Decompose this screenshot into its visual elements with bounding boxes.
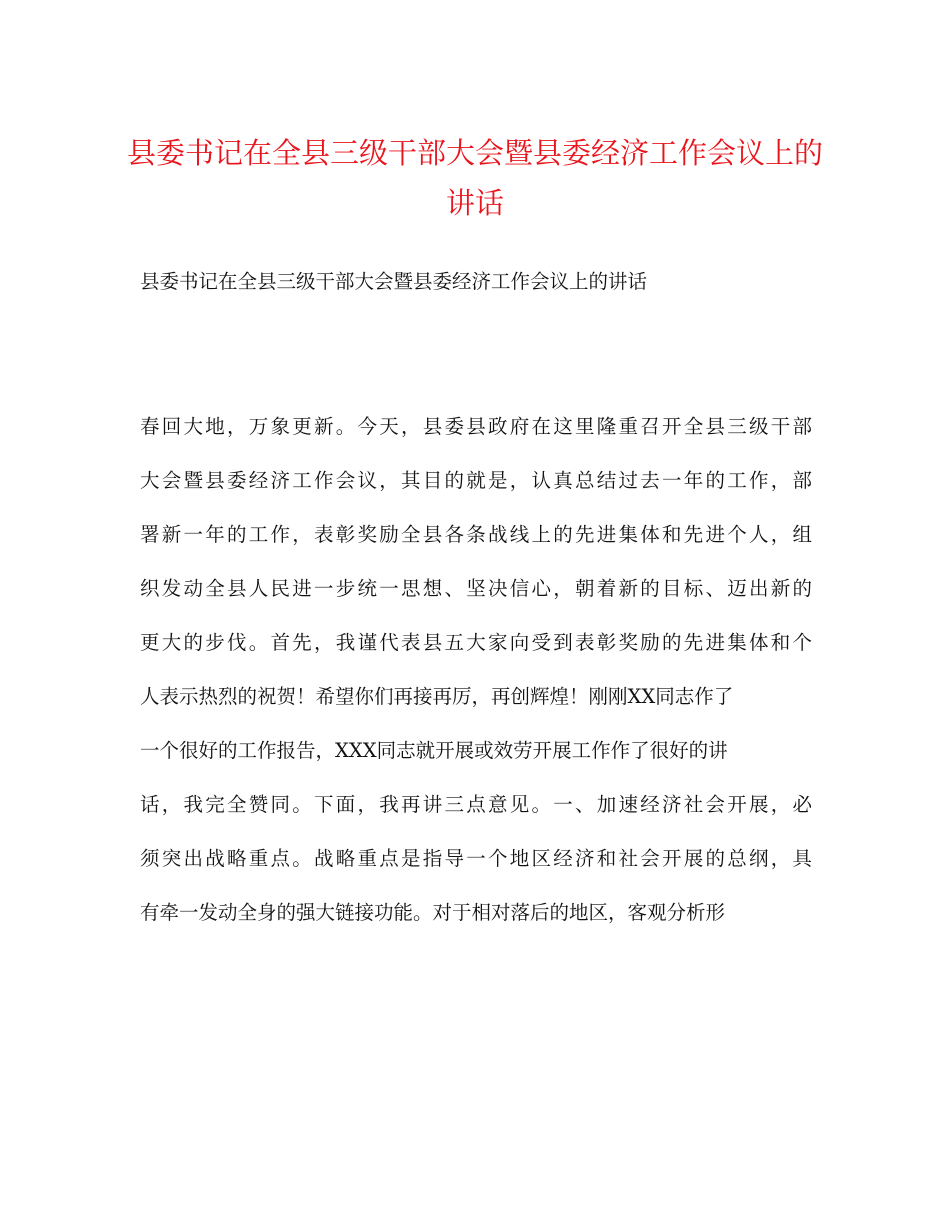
- document-body: [140, 405, 830, 945]
- body-line: 人表示热烈的祝贺！希望你们再接再厉，再创辉煌！刚刚XX同志作了: [140, 685, 734, 708]
- body-line: 话，我完全赞同。下面，我再讲三点意见。一、加速经济社会开展，必: [140, 793, 812, 816]
- body-line: 更大的步伐。首先，我谨代表县五大家向受到表彰奖励的先进集体和个: [140, 631, 812, 654]
- body-line: 一个很好的工作报告，XXX同志就开展或效劳开展工作作了很好的讲: [140, 739, 728, 762]
- body-line: 大会暨县委经济工作会议，其目的就是，认真总结过去一年的工作，部: [140, 469, 812, 492]
- body-line: 春回大地，万象更新。今天，县委县政府在这里隆重召开全县三级干部: [140, 415, 812, 438]
- body-line: 织发动全县人民进一步统一思想、坚决信心，朝着新的目标、迈出新的: [140, 577, 812, 600]
- document-subtitle: 县委书记在全县三级干部大会暨县委经济工作会议上的讲话: [140, 270, 648, 293]
- body-line: 须突出战略重点。战略重点是指导一个地区经济和社会开展的总纲，具: [140, 847, 812, 870]
- document-title: 县委书记在全县三级干部大会暨县委经济工作会议上的讲话: [126, 136, 823, 220]
- body-line: 署新一年的工作，表彰奖励全县各条战线上的先进集体和先进个人，组: [140, 523, 812, 546]
- body-line: 有牵一发动全身的强大链接功能。对于相对落后的地区，客观分析形: [140, 901, 726, 924]
